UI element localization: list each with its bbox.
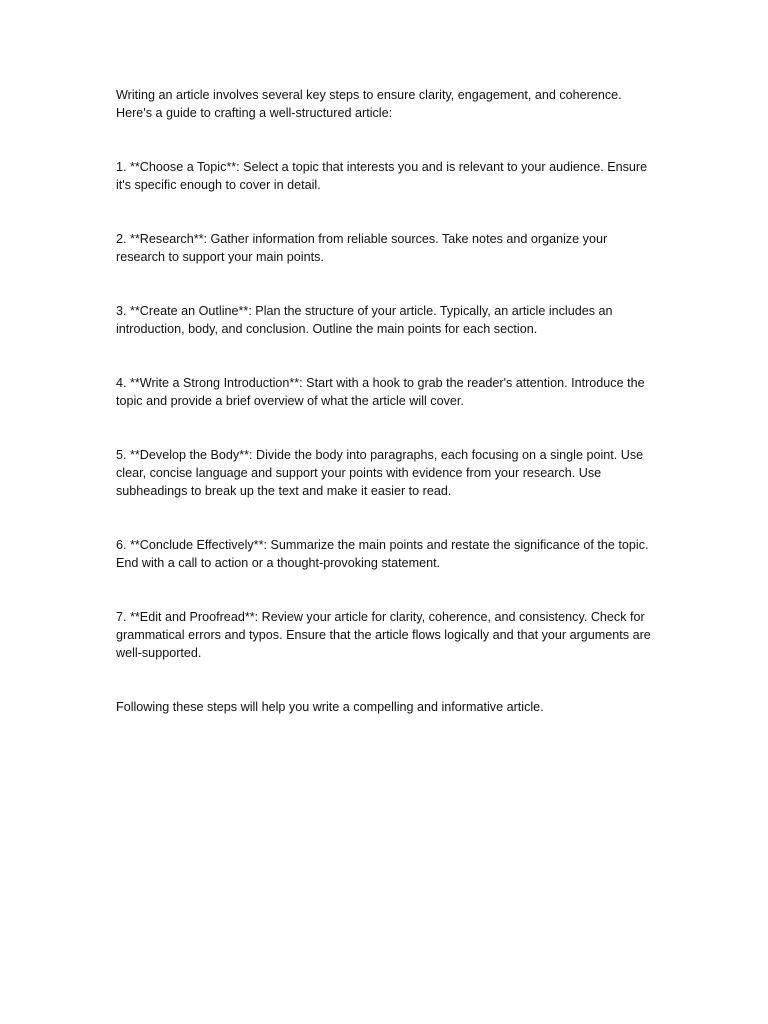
step-3-paragraph: 3. **Create an Outline**: Plan the structure of your article. Typically, an article includes an introduction, body, and conclusion. Outline the main points for each section. xyxy=(116,304,613,336)
step-6-paragraph: 6. **Conclude Effectively**: Summarize the main points and restate the significance of the topic. End with a call to action or a thought-provoking statement. xyxy=(116,538,649,570)
step-7-paragraph: 7. **Edit and Proofread**: Review your article for clarity, coherence, and consistency. Check for grammatical errors and typos. Ensure that the article flows logically and that your arguments are well-supported. xyxy=(116,610,651,660)
conclusion-paragraph: Following these steps will help you write a compelling and informative article. xyxy=(116,700,544,714)
step-5-paragraph: 5. **Develop the Body**: Divide the body into paragraphs, each focusing on a single point. Use clear, concise language and support your points with evidence from your research. Use subheadings to break up the text and make it easier to read. xyxy=(116,448,644,498)
intro-paragraph: Writing an article involves several key steps to ensure clarity, engagement, and coherence. Here's a guide to crafting a well-structured article: xyxy=(116,88,622,120)
document-body xyxy=(116,86,656,752)
step-2-paragraph: 2. **Research**: Gather information from reliable sources. Take notes and organize your research to support your main points. xyxy=(116,232,608,264)
step-4-paragraph: 4. **Write a Strong Introduction**: Start with a hook to grab the reader's attention. Introduce the topic and provide a brief overview of what the article will cover. xyxy=(116,376,645,408)
step-1-paragraph: 1. **Choose a Topic**: Select a topic that interests you and is relevant to your audience. Ensure it's specific enough to cover in detail. xyxy=(116,160,648,192)
